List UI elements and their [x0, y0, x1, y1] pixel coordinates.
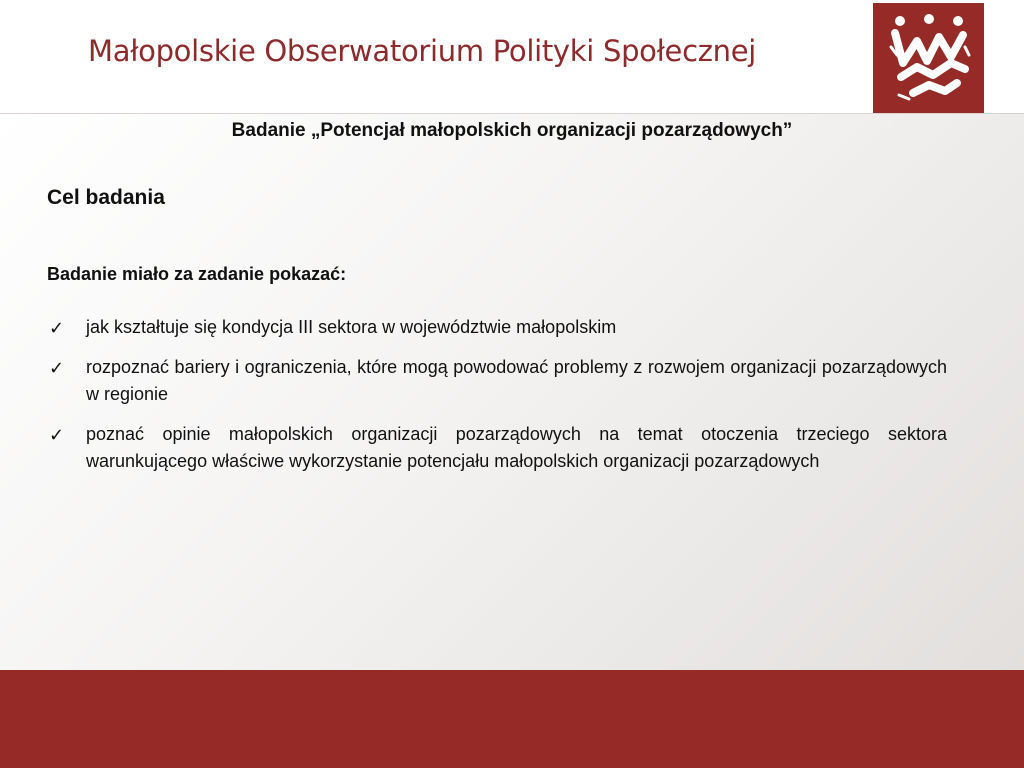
section-heading: Cel badania	[47, 186, 165, 209]
list-item	[47, 354, 947, 408]
slide-header	[0, 0, 1024, 113]
checkmark-icon: ✓	[49, 318, 65, 339]
mops-logo	[873, 3, 984, 113]
bullet-text: rozpoznać bariery i ograniczenia, które mogą powodować problemy z rozwojem organizacji pozarządowych w regionie	[86, 357, 947, 404]
checkmark-icon: ✓	[49, 358, 65, 379]
bullet-text: poznać opinie małopolskich organizacji pozarządowych na temat otoczenia trzeciego sektora warunkującego właściwe wykorzystanie potencjału małopolskich organizacji pozarządowych	[86, 424, 947, 471]
logo-graphic	[873, 3, 984, 113]
slide-title: Badanie „Potencjał małopolskich organizacji pozarządowych”	[231, 120, 793, 141]
checkmark-icon: ✓	[49, 425, 65, 446]
bullet-text: jak kształtuje się kondycja III sektora w województwie małopolskim	[86, 317, 617, 337]
list-item	[47, 421, 947, 475]
slide-footer	[0, 670, 1024, 768]
slide-content	[0, 113, 1024, 670]
bullet-list	[47, 314, 947, 488]
organization-title: Małopolskie Obserwatorium Polityki Społecznej	[88, 34, 757, 68]
list-item	[47, 314, 947, 341]
intro-text: Badanie miało za zadanie pokazać:	[47, 264, 347, 284]
